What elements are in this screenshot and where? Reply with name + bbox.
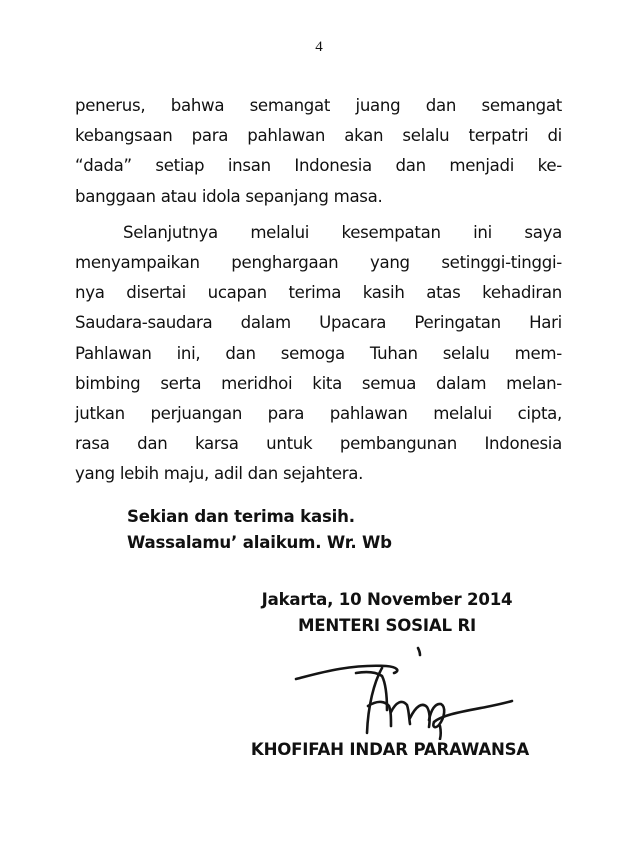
page-number: 4: [315, 39, 323, 55]
body-line: “dada” setiap insan Indonesia dan menjadi ke-: [75, 156, 562, 176]
signature-icon: [290, 640, 530, 740]
closing-line-salam: Wassalamu’ alaikum. Wr. Wb: [127, 533, 392, 552]
signer-name: KHOFIFAH INDAR PARAWANSA: [250, 740, 530, 759]
body-line: yang lebih maju, adil dan sejahtera.: [75, 464, 364, 484]
body-line: rasa dan karsa untuk pembangunan Indonesia: [75, 434, 562, 454]
place-date: Jakarta, 10 November 2014: [261, 590, 513, 609]
body-line: penerus, bahwa semangat juang dan semangat: [75, 96, 562, 115]
body-line: nya disertai ucapan terima kasih atas kehadiran: [75, 283, 562, 303]
body-line: Pahlawan ini, dan semoga Tuhan selalu mem-: [75, 343, 562, 363]
body-line: menyampaikan penghargaan yang setinggi-tinggi-: [75, 253, 562, 273]
body-text: [75, 91, 562, 490]
closing-line-thanks: Sekian dan terima kasih.: [127, 507, 355, 526]
body-line: Selanjutnya melalui kesempatan ini saya: [123, 222, 562, 242]
body-line: banggaan atau idola sepanjang masa.: [75, 186, 383, 206]
body-line: bimbing serta meridhoi kita semua dalam melan-: [75, 373, 562, 393]
body-line: Saudara-saudara dalam Upacara Peringatan Hari: [75, 313, 562, 333]
closing-greeting: [127, 504, 392, 556]
body-line: kebangsaan para pahlawan akan selalu terpatri di: [75, 126, 562, 146]
body-line: jutkan perjuangan para pahlawan melalui cipta,: [75, 404, 562, 424]
position-title: MENTERI SOSIAL RI: [297, 616, 477, 635]
